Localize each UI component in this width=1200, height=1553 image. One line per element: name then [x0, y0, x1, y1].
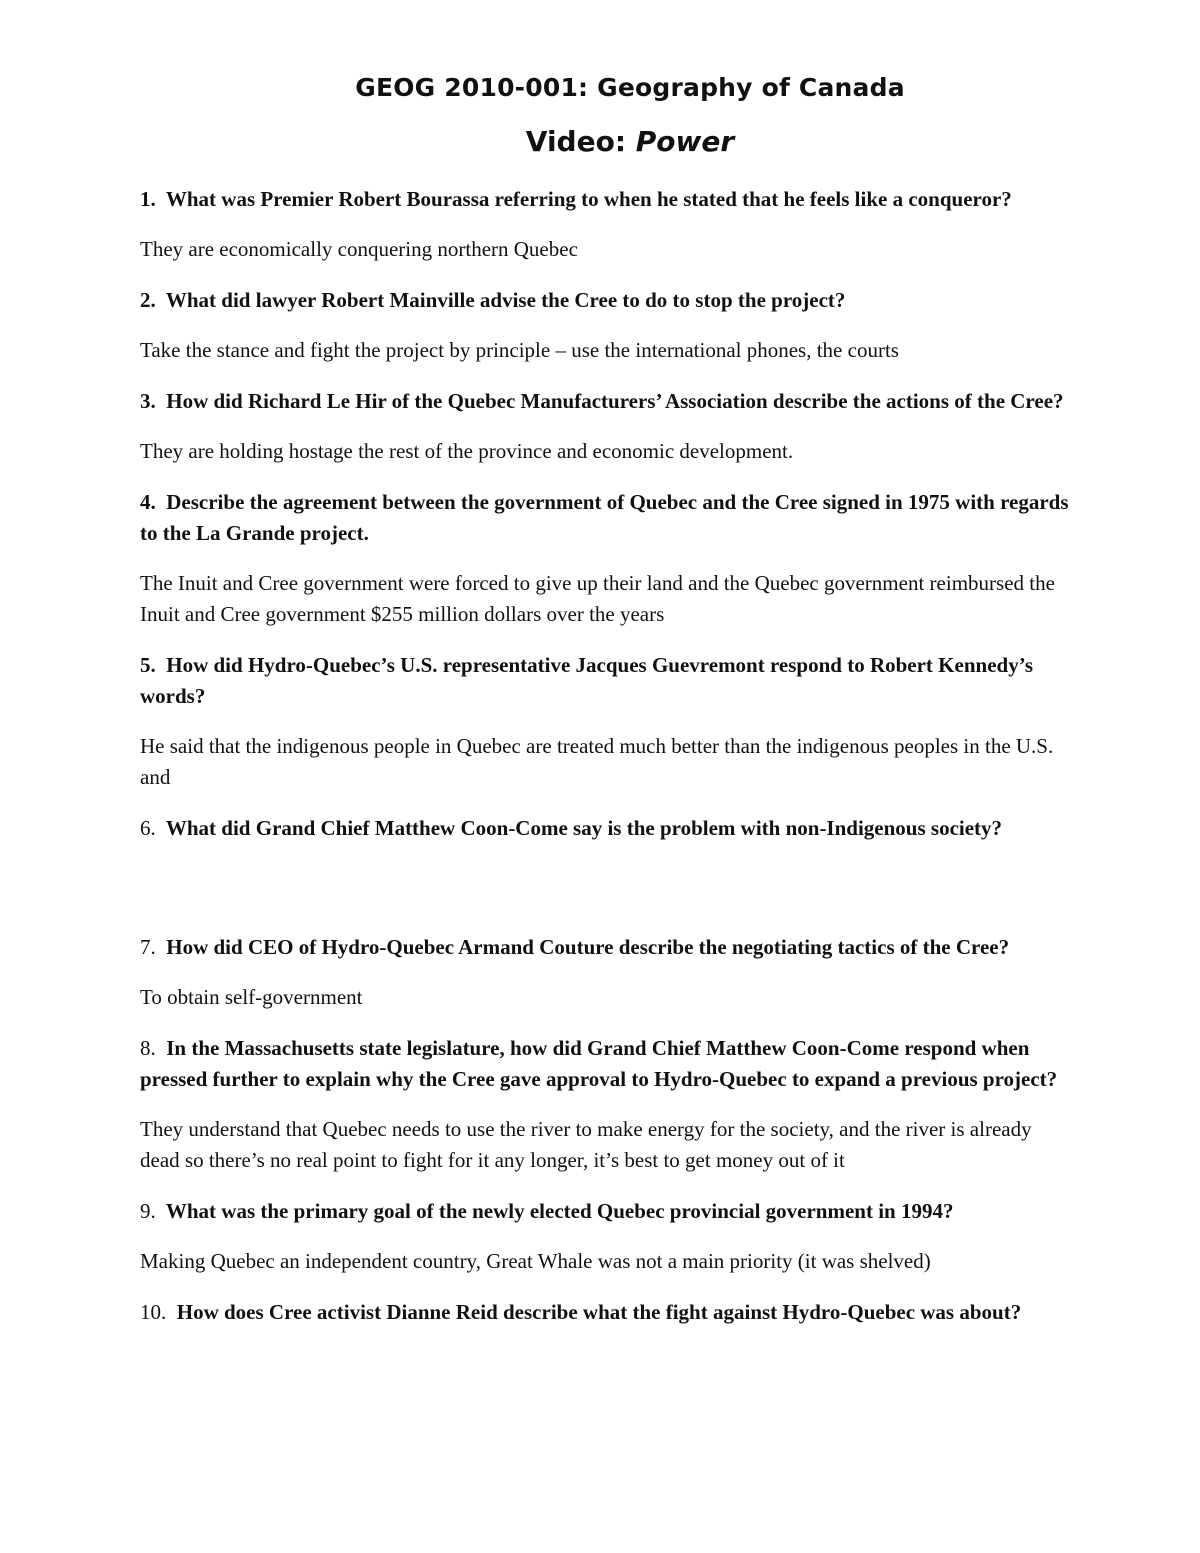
question-number: 2. — [140, 288, 156, 312]
answer-1: They are economically conquering northern Quebec — [140, 237, 578, 261]
question-5 — [140, 650, 1070, 712]
question-text: What was the primary goal of the newly elected Quebec provincial government in 1994? — [165, 1199, 954, 1223]
questions-list — [140, 184, 1070, 1328]
answer-3: They are holding hostage the rest of the province and economic development. — [140, 439, 794, 463]
answer-4: The Inuit and Cree government were forced to give up their land and the Quebec government reimbursed the Inuit and Cree government $255 million dollars over the years — [140, 571, 1055, 626]
question-4 — [140, 487, 1070, 549]
course-title: GEOG 2010-001: Geography of Canada — [355, 73, 905, 102]
question-text: Describe the agreement between the government of Quebec and the Cree signed in 1975 with regards to the La Grande project. — [140, 490, 1069, 545]
video-label: Video: — [525, 125, 636, 158]
document-page — [140, 68, 1070, 1328]
question-1 — [140, 184, 1070, 215]
question-text: What did Grand Chief Matthew Coon-Come say is the problem with non-Indigenous society? — [165, 816, 1003, 840]
question-text: How did Hydro-Quebec’s U.S. representative Jacques Guevremont respond to Robert Kennedy’s words? — [140, 653, 1034, 708]
question-number: 1. — [140, 187, 156, 211]
answer-5: He said that the indigenous people in Quebec are treated much better than the indigenous peoples in the U.S. and — [140, 734, 1054, 789]
question-text: How does Cree activist Dianne Reid describe what the fight against Hydro-Quebec was about? — [176, 1300, 1022, 1324]
answer-6-blank — [140, 844, 1070, 912]
question-number: 7. — [140, 935, 156, 959]
question-text: In the Massachusetts state legislature, how did Grand Chief Matthew Coon-Come respond when pressed further to explain why the Cree gave approval to Hydro-Quebec to expand a previous project? — [140, 1036, 1058, 1091]
answer-7: To obtain self-government — [140, 985, 363, 1009]
question-7 — [140, 932, 1070, 963]
question-9 — [140, 1196, 1070, 1227]
question-number: 3. — [140, 389, 156, 413]
question-text: What was Premier Robert Bourassa referring to when he stated that he feels like a conqueror? — [165, 187, 1012, 211]
question-6 — [140, 813, 1070, 844]
question-number: 9. — [140, 1199, 156, 1223]
answer-2: Take the stance and fight the project by principle – use the international phones, the courts — [140, 338, 899, 362]
video-title — [140, 120, 1070, 164]
question-text: How did Richard Le Hir of the Quebec Manufacturers’ Association describe the actions of the Cree? — [166, 389, 1064, 413]
question-8 — [140, 1033, 1070, 1095]
question-number: 6. — [140, 816, 156, 840]
question-text: How did CEO of Hydro-Quebec Armand Couture describe the negotiating tactics of the Cree? — [166, 935, 1010, 959]
answer-9: Making Quebec an independent country, Great Whale was not a main priority (it was shelved) — [140, 1249, 931, 1273]
question-10 — [140, 1297, 1070, 1328]
question-number: 4. — [140, 490, 156, 514]
question-number: 10. — [140, 1300, 167, 1324]
answer-8: They understand that Quebec needs to use the river to make energy for the society, and the river is already dead so there’s no real point to fight for it any longer, it’s best to get money out of it — [140, 1117, 1032, 1172]
question-number: 8. — [140, 1036, 156, 1060]
video-name: Power — [635, 125, 735, 158]
question-text: What did lawyer Robert Mainville advise the Cree to do to stop the project? — [165, 288, 846, 312]
question-number: 5. — [140, 653, 156, 677]
question-2 — [140, 285, 1070, 316]
question-3 — [140, 386, 1070, 417]
